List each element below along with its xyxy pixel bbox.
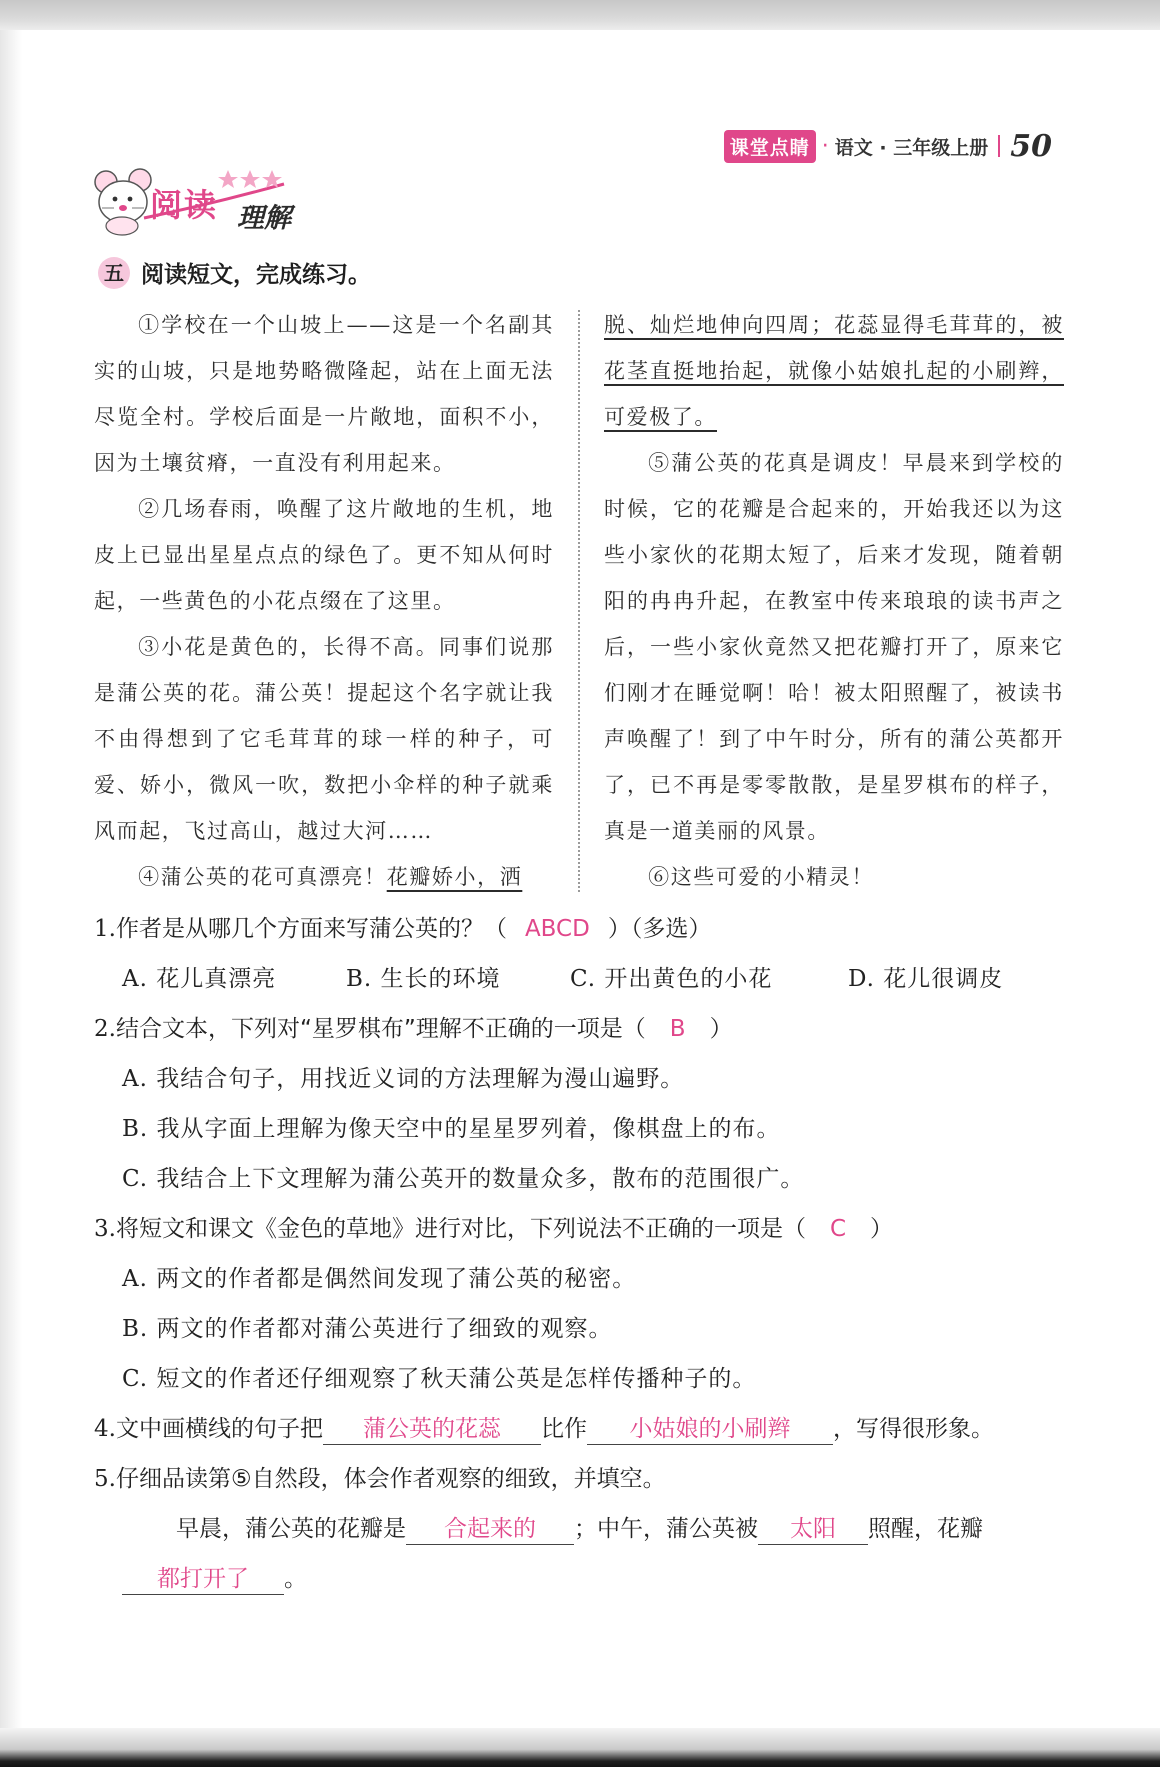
question-2-answer: B <box>669 1016 686 1042</box>
question-5-blank-3: 都打开了 <box>122 1564 284 1595</box>
question-5-text-c: 照醒，花瓣 <box>868 1516 983 1542</box>
header-divider <box>998 135 1000 157</box>
section-logo-subtitle: 理解 <box>237 203 291 234</box>
page-header <box>724 128 1052 164</box>
question-4-text-3: ，写得很形象。 <box>832 1416 994 1442</box>
passage-right-column <box>604 302 1064 900</box>
question-3-option-a: A. 两文的作者都是偶然间发现了蒲公英的秘密。 <box>122 1266 637 1292</box>
question-1 <box>94 910 711 943</box>
paragraph-4-start <box>94 854 554 900</box>
scan-top-edge <box>0 0 1160 30</box>
question-5-text-b: ；中午，蒲公英被 <box>574 1516 758 1542</box>
header-badge: 课堂点睛 <box>724 130 816 163</box>
question-5-text: 仔细品读第⑤自然段，体会作者观察的细致，并填空。 <box>115 1466 666 1492</box>
paragraph-5: ⑤蒲公英的花真是调皮！早晨来到学校的时候，它的花瓣是合起来的，开始我还以为这些小家伙的花期太短了，后来才发现，随着朝阳的冉冉升起，在教室中传来琅琅的读书声之后，一些小家伙竟然又把花瓣打开了，原来它们刚才在睡觉啊！哈！被太阳照醒了，被读书声唤醒了！到了中午时分，所有的蒲公英都开了，已不再是零零散散，是星罗棋布的样子，真是一道美丽的风景。 <box>604 451 1064 843</box>
paragraph-4-prefix: ④蒲公英的花可真漂亮！ <box>138 865 387 889</box>
question-2-option-c: C. 我结合上下文理解为蒲公英开的数量众多，散布的范围很广。 <box>122 1166 805 1192</box>
question-5-fill-line-1 <box>176 1510 983 1545</box>
question-5-blank-2: 太阳 <box>758 1514 868 1545</box>
question-2-option-a: A. 我结合句子，用找近义词的方法理解为漫山遍野。 <box>122 1066 685 1092</box>
scan-left-shadow <box>0 30 22 1730</box>
question-3-text: 将短文和课文《金色的草地》进行对比，下列说法不正确的一项是（ <box>115 1216 806 1242</box>
question-4-text-2: 比作 <box>540 1416 587 1442</box>
question-1-number: 1. <box>94 916 116 942</box>
scan-bottom-edge <box>0 1728 1160 1767</box>
question-5 <box>94 1460 666 1493</box>
underlined-sentence-part2: 脱、灿烂地伸向四周；花蕊显得毛茸茸的，被花茎直挺地抬起，就像小姑娘扎起的小刷辫，可爱极了。 <box>604 313 1064 429</box>
question-5-end: 。 <box>284 1566 307 1592</box>
header-dot: · <box>821 133 829 159</box>
question-4-text-1: 文中画横线的句子把 <box>115 1416 323 1442</box>
question-3-suffix: ） <box>870 1216 894 1242</box>
question-1-option-d: D. 花儿很调皮 <box>848 966 1004 992</box>
paragraph-3: ③小花是黄色的，长得不高。同事们说那是蒲公英的花。蒲公英！提起这个名字就让我不由得想到了它毛茸茸的球一样的种子，可爱、娇小，微风一吹，数把小伞样的种子就乘风而起，飞过高山，越过大河…… <box>94 635 554 843</box>
question-1-option-a: A. 花儿真漂亮 <box>122 966 277 992</box>
question-4-number: 4. <box>94 1416 116 1442</box>
paragraph-2: ②几场春雨，唤醒了这片敞地的生机，地皮上已显出星星点点的绿色了。更不知从何时起，一些黄色的小花点缀在了这里。 <box>94 497 554 613</box>
question-3-number: 3. <box>94 1216 116 1242</box>
section-title: 阅读短文，完成练习。 <box>141 262 371 288</box>
question-5-blank-1: 合起来的 <box>406 1514 574 1545</box>
question-1-suffix: ）（多选） <box>607 916 712 942</box>
question-3-option-b: B. 两文的作者都对蒲公英进行了细致的观察。 <box>122 1316 613 1342</box>
question-4 <box>94 1410 994 1445</box>
question-2-text: 结合文本，下列对“星罗棋布”理解不正确的一项是（ <box>115 1016 646 1042</box>
page-number: 50 <box>1010 128 1052 164</box>
underlined-sentence-part1: 花瓣娇小，洒 <box>386 865 523 889</box>
question-5-number: 5. <box>94 1466 116 1492</box>
question-1-option-b: B. 生长的环境 <box>346 966 501 992</box>
question-4-blank-2: 小姑娘的小刷辫 <box>587 1414 833 1445</box>
question-5-text-a: 早晨，蒲公英的花瓣是 <box>176 1516 406 1542</box>
question-2-option-b: B. 我从字面上理解为像天空中的星星罗列着，像棋盘上的布。 <box>122 1116 781 1142</box>
column-divider <box>578 310 580 892</box>
question-1-answer: ABCD <box>524 916 590 942</box>
question-4-blank-1: 蒲公英的花蕊 <box>323 1414 541 1445</box>
paragraph-4-continued <box>604 302 1064 440</box>
question-3-answer: C <box>829 1216 847 1242</box>
question-3 <box>94 1210 893 1243</box>
question-5-fill-line-2 <box>122 1560 307 1595</box>
paragraph-1: ①学校在一个山坡上——这是一个名副其实的山坡，只是地势略微隆起，站在上面无法尽览全村。学校后面是一片敞地，面积不小，因为土壤贫瘠，一直没有利用起来。 <box>94 313 554 475</box>
question-2-number: 2. <box>94 1016 116 1042</box>
header-subject: 语文 · 三年级上册 <box>834 136 989 159</box>
question-2 <box>94 1010 733 1043</box>
section-logo-title: 阅读 <box>150 186 219 224</box>
paragraph-6: ⑥这些可爱的小精灵！ <box>648 865 875 889</box>
passage-left-column <box>94 302 554 900</box>
section-number: 五 <box>98 257 130 289</box>
question-3-option-c: C. 短文的作者还仔细观察了秋天蒲公英是怎样传播种子的。 <box>122 1366 757 1392</box>
question-2-suffix: ） <box>709 1016 733 1042</box>
question-1-text: 作者是从哪几个方面来写蒲公英的？（ <box>115 916 507 942</box>
question-1-option-c: C. 开出黄色的小花 <box>570 966 773 992</box>
